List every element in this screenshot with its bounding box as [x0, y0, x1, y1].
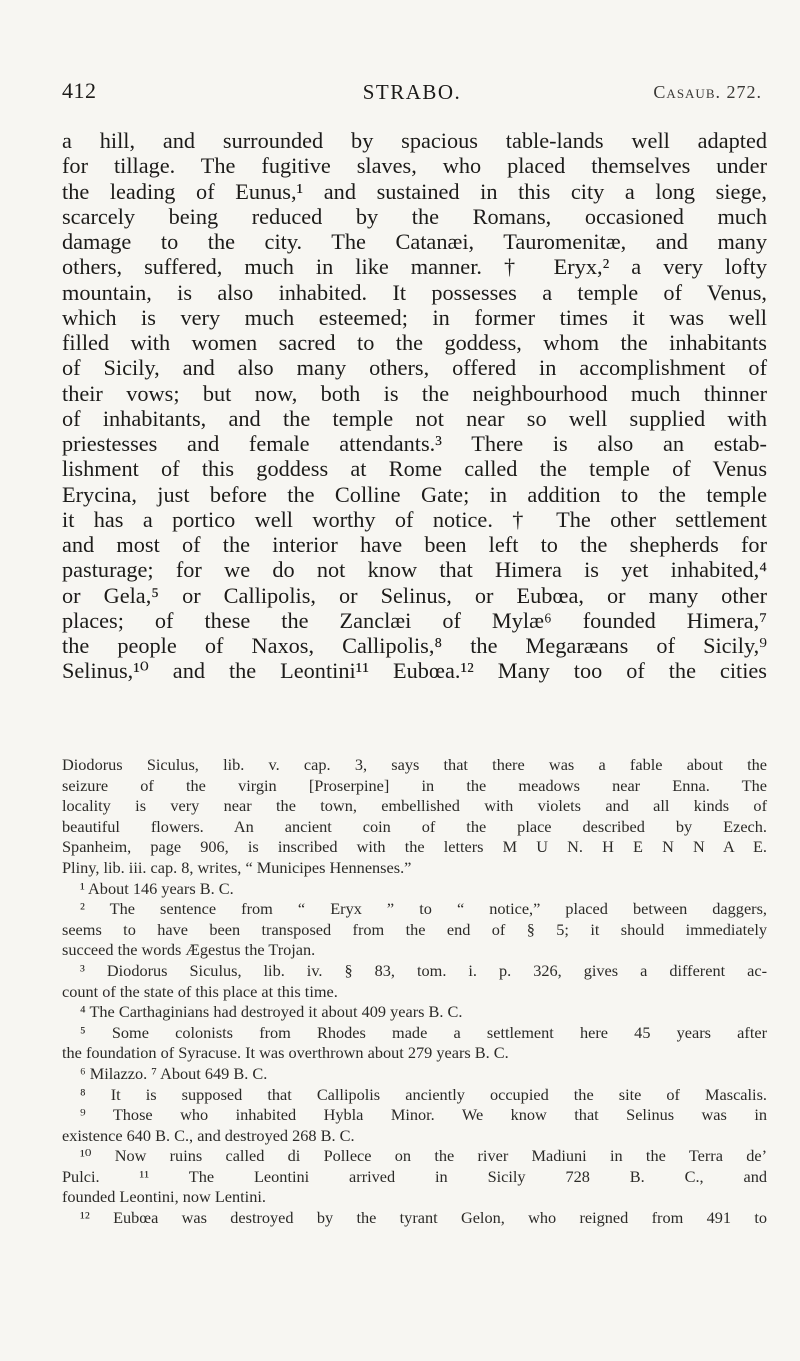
footnote-line: seizure of the virgin [Proserpine] in the meadows near Enna. The [62, 775, 767, 795]
text-line: Selinus,¹⁰ and the Leontini¹¹ Eubœa.¹² Many too of the cities [62, 658, 767, 684]
text-line: which is very much esteemed; in former times it was well [62, 304, 767, 330]
footnote-line: ⁹ Those who inhabited Hybla Minor. We know that Selinus was in [80, 1105, 767, 1125]
text-line: the leading of Eunus,¹ and sustained in this city a long siege, [62, 178, 767, 204]
text-line: filled with women sacred to the goddess, whom the inhabitants [62, 330, 767, 355]
footnote-line: founded Leontini, now Lentini. [62, 1187, 266, 1207]
text-line: others, suffered, much in like manner. † Eryx,² a very lofty [62, 254, 767, 280]
text-line: damage to the city. The Catanæi, Tauromenitæ, and many [62, 229, 767, 254]
footnote-line: ¹ About 146 years B. C. [80, 878, 234, 898]
page-header [62, 78, 762, 108]
footnote-line: ¹² Eubœa was destroyed by the tyrant Gelon, who reigned from 491 to [80, 1208, 767, 1228]
text-line: mountain, is also inhabited. It possesses a temple of Venus, [62, 279, 767, 305]
footnote-line: ⁶ Milazzo. ⁷ About 649 B. C. [80, 1063, 268, 1083]
text-line: pasturage; for we do not know that Himera is yet inhabited,⁴ [62, 557, 767, 583]
footnote-line: seems to have been transposed from the end of § 5; it should immediately [62, 919, 767, 939]
text-line: priestesses and female attendants.³ There is also an estab- [62, 431, 767, 456]
footnote-line: ⁵ Some colonists from Rhodes made a settlement here 45 years after [80, 1022, 767, 1042]
footnote-line: Diodorus Siculus, lib. v. cap. 3, says that there was a fable about the [62, 755, 767, 774]
casaubon-reference: Casaub. 272. [653, 82, 762, 102]
text-line: it has a portico well worthy of notice. † The other settlement [62, 506, 767, 532]
footnote-line: Pliny, lib. iii. cap. 8, writes, “ Municipes Hennenses.” [62, 857, 412, 877]
footnote-line: ⁸ It is supposed that Callipolis anciently occupied the site of Mascalis. [80, 1084, 767, 1104]
text-line: the people of Naxos, Callipolis,⁸ the Megaræans of Sicily,⁹ [62, 633, 767, 658]
footnote-line: ³ Diodorus Siculus, lib. iv. § 83, tom. i. p. 326, gives a different ac- [80, 960, 767, 980]
main-text-block [62, 128, 767, 684]
text-line: and most of the interior have been left to the shepherds for [62, 532, 767, 557]
footnote-line: the foundation of Syracuse. It was overthrown about 279 years B. C. [62, 1043, 509, 1063]
footnote-line: Spanheim, page 906, is inscribed with the letters M U N. H E N N A E. [62, 837, 767, 857]
text-line: a hill, and surrounded by spacious table-lands well adapted [62, 128, 767, 153]
footnote-line: locality is very near the town, embellished with violets and all kinds of [62, 796, 767, 816]
text-line: or Gela,⁵ or Callipolis, or Selinus, or Eubœa, or many other [62, 582, 767, 608]
footnotes-block [62, 755, 767, 1229]
text-line: lishment of this goddess at Rome called the temple of Venus [62, 456, 767, 482]
text-line: Erycina, just before the Colline Gate; in addition to the temple [62, 481, 767, 507]
text-line: of inhabitants, and the temple not near so well supplied with [62, 405, 767, 431]
running-title: STRABO. [362, 80, 462, 104]
footnote-line: ¹⁰ Now ruins called di Pollece on the river Madiuni in the Terra de’ [80, 1146, 767, 1166]
text-line: their vows; but now, both is the neighbourhood much thinner [62, 380, 767, 406]
footnote-line: ⁴ The Carthaginians had destroyed it about 409 years B. C. [80, 1002, 463, 1022]
footnote-line: ² The sentence from “ Eryx ” to “ notice,” placed between daggers, [80, 899, 767, 919]
text-line: for tillage. The fugitive slaves, who placed themselves under [62, 153, 767, 179]
text-line: scarcely being reduced by the Romans, occasioned much [62, 203, 767, 229]
text-line: places; of these the Zanclæi of Mylæ⁶ founded Himera,⁷ [62, 607, 767, 633]
text-line: of Sicily, and also many others, offered in accomplishment of [62, 355, 767, 381]
footnote-line: existence 640 B. C., and destroyed 268 B. C. [62, 1125, 355, 1145]
footnote-line: count of the state of this place at this time. [62, 981, 338, 1001]
footnote-line: succeed the words Ægestus the Trojan. [62, 940, 316, 960]
page-number: 412 [62, 78, 97, 103]
footnote-line: Pulci. ¹¹ The Leontini arrived in Sicily 728 B. C., and [62, 1166, 767, 1186]
footnote-line: beautiful flowers. An ancient coin of the place described by Ezech. [62, 816, 767, 836]
